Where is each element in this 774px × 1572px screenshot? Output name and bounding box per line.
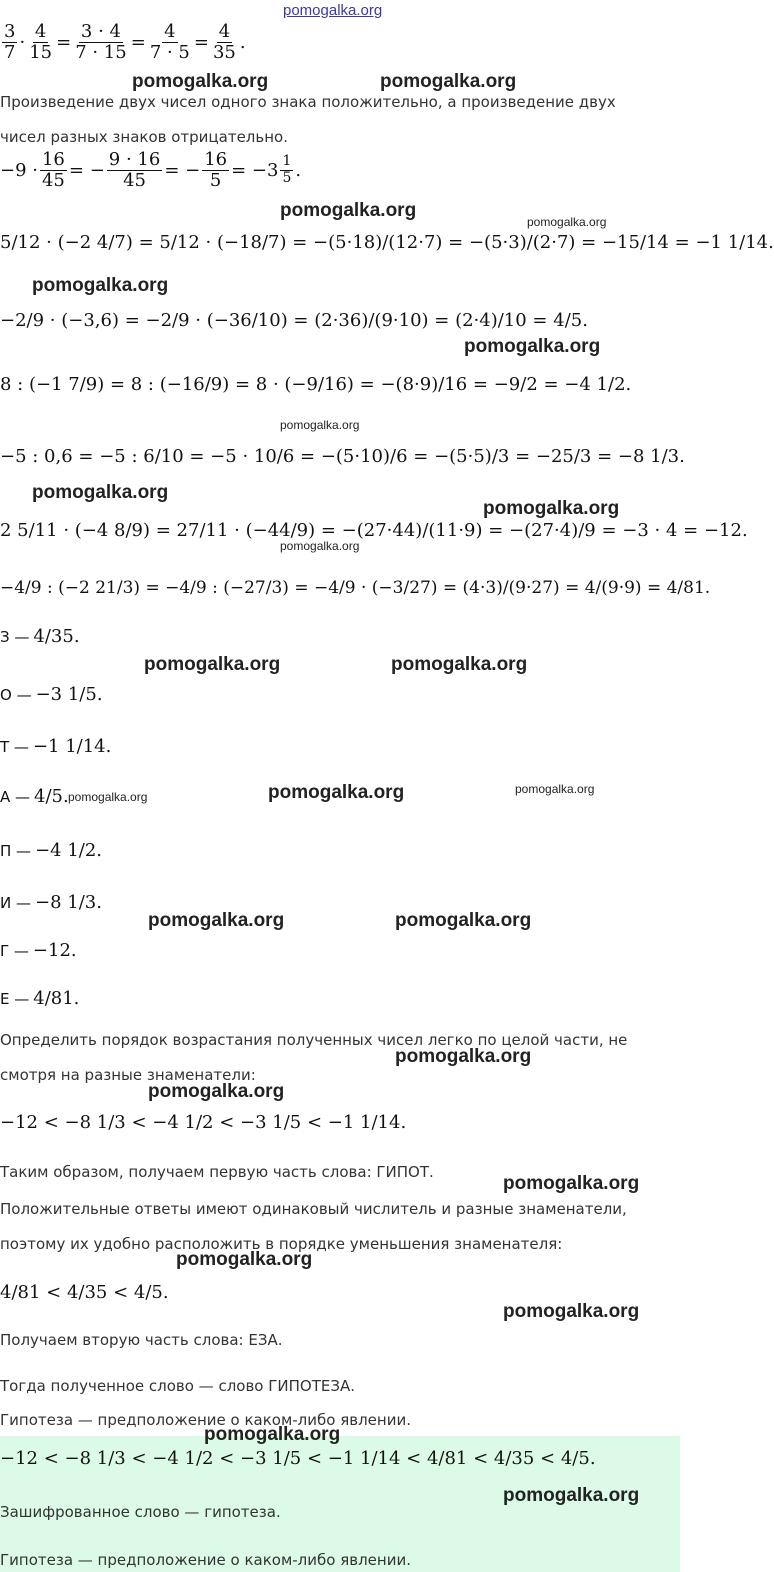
paragraph-second-part: Получаем вторую часть слова: ЕЗА. [0, 1331, 283, 1349]
watermark-small: pomogalka.org [68, 790, 148, 804]
watermark: pomogalka.org [391, 654, 528, 675]
equation-4: −2/9 · (−3,6) = −2/9 · (−36/10) = (2·36)/(9·10) = (2·4)/10 = 4/5. [0, 310, 588, 331]
watermark: pomogalka.org [204, 1424, 341, 1445]
watermark: pomogalka.org [32, 275, 169, 296]
watermark: pomogalka.org [483, 498, 620, 519]
watermark: pomogalka.org [503, 1173, 640, 1194]
letter-i-row: И — −8 1/3 . [0, 892, 102, 913]
equation-5: 8 : (−1 7/9) = 8 : (−16/9) = 8 · (−9/16) = −(8·9)/16 = −9/2 = −4 1/2. [0, 374, 632, 395]
letter-p-row: П — −4 1/2 . [0, 840, 103, 861]
equation-6: −5 : 0,6 = −5 : 6/10 = −5 · 10/6 = −(5·10)/6 = −(5·5)/3 = −25/3 = −8 1/3. [0, 446, 685, 467]
watermark: pomogalka.org [395, 1046, 532, 1067]
paragraph-positive-2: поэтому их удобно расположить в порядке уменьшения знаменателя: [0, 1235, 563, 1253]
paragraph-order-2: смотря на разные знаменатели: [0, 1066, 256, 1084]
paragraph-positive-1: Положительные ответы имеют одинаковый числитель и разные знаменатели, [0, 1200, 627, 1218]
watermark-top[interactable]: pomogalka.org [283, 2, 383, 19]
watermark: pomogalka.org [148, 910, 285, 931]
watermark: pomogalka.org [32, 482, 169, 503]
equation-7: 2 5/11 · (−4 8/9) = 27/11 · (−44/9) = −(27·44)/(11·9) = −(27·4)/9 = −3 · 4 = −12. [0, 520, 748, 541]
equation-8: −4/9 : (−2 21/3) = −4/9 : (−27/3) = −4/9 · (−3/27) = (4·3)/(9·27) = 4/(9·9) = 4/81. [0, 578, 711, 598]
watermark-small: pomogalka.org [280, 418, 360, 432]
paragraph-definition: Гипотеза — предположение о каком-либо явлении. [0, 1411, 411, 1429]
letter-t-row: Т — −1 1/14 . [0, 736, 112, 757]
watermark: pomogalka.org [395, 910, 532, 931]
paragraph-sign-rule-1: Произведение двух чисел одного знака положительно, а произведение двух [0, 93, 616, 111]
paragraph-word: Тогда полученное слово — слово ГИПОТЕЗА. [0, 1377, 355, 1395]
watermark: pomogalka.org [280, 200, 417, 221]
letter-e-row: Е — 4/81 . [0, 988, 80, 1009]
watermark: pomogalka.org [380, 71, 517, 92]
paragraph-sign-rule-2: чисел разных знаков отрицательно. [0, 128, 288, 146]
order-all: −12 < −8 1/3 < −4 1/2 < −3 1/5 < −1 1/14 < 4/81 < 4/35 < 4/5. [0, 1448, 596, 1469]
watermark: pomogalka.org [132, 71, 269, 92]
watermark: pomogalka.org [144, 654, 281, 675]
equation-3: 5/12 · (−2 4/7) = 5/12 · (−18/7) = −(5·18)/(12·7) = −(5·3)/(2·7) = −15/14 = −1 1/14. [0, 232, 774, 253]
letter-z-row: З — 4/35 . [0, 626, 80, 647]
answer-text: Зашифрованное слово — гипотеза. [0, 1503, 281, 1521]
order-negative: −12 < −8 1/3 < −4 1/2 < −3 1/5 < −1 1/14. [0, 1112, 407, 1133]
watermark: pomogalka.org [464, 336, 601, 357]
watermark: pomogalka.org [503, 1301, 640, 1322]
letter-g-row: Г — −12 . [0, 940, 77, 961]
watermark: pomogalka.org [503, 1485, 640, 1506]
paragraph-first-part: Таким образом, получаем первую часть слова: ГИПОТ. [0, 1163, 434, 1181]
equation-1: $\frac{3}{7}$ · $\frac{4}{15}$ = $\frac{3 \cdot 4}{7 \cdot 15}$ = $\frac{4}{7 \cdot 5}$ = $\frac{4}{35}$ . [4, 21, 246, 63]
watermark-small: pomogalka.org [515, 782, 595, 796]
watermark: pomogalka.org [176, 1249, 313, 1270]
letter-o-row: О — −3 1/5 . [0, 684, 103, 705]
watermark-small: pomogalka.org [280, 539, 360, 553]
paragraph-order-1: Определить порядок возрастания полученных чисел легко по целой части, не [0, 1031, 628, 1049]
watermark-small: pomogalka.org [527, 215, 607, 229]
watermark: pomogalka.org [148, 1081, 285, 1102]
equation-2: −9 · $\frac{16}{45}$ = − $\frac{9 \cdot 16}{45}$ = − $\frac{16}{5}$ = −3 $\frac{1}{5}$ . [0, 149, 302, 191]
letter-a-row: А — 4/5 . [0, 786, 69, 807]
order-positive: 4/81 < 4/35 < 4/5. [0, 1282, 169, 1303]
watermark: pomogalka.org [268, 782, 405, 803]
answer-definition: Гипотеза — предположение о каком-либо явлении. [0, 1551, 411, 1569]
